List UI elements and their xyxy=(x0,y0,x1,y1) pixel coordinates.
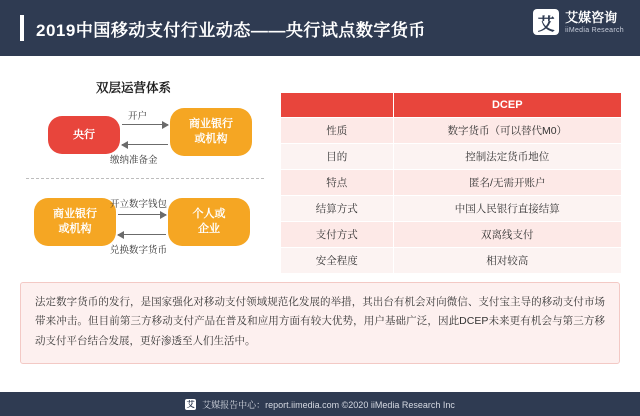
node-commercial-bank-top xyxy=(170,108,252,156)
page-title: 2019中国移动支付行业动态——央行试点数字货币 xyxy=(36,20,426,40)
brand-name-cn: 艾媒咨询 xyxy=(565,9,618,25)
analysis-note: 法定数字货币的发行，是国家强化对移动支付领域规范化发展的举措，其出台有机会对向微信、支付宝主导的移动支付市场带来冲击。但目前第三方移动支付产品在普及和应用方面有较大优势，用户基础广泛，因此DCEP未来更有机会与第三方移动支付平台结合发展，更好渗透至人们生活中。 xyxy=(20,282,620,364)
two-tier-operation-diagram xyxy=(18,78,268,268)
node-individual-enterprise xyxy=(168,198,250,246)
table-cell-value: 双离线支付 xyxy=(393,222,621,248)
arrow-open-account-icon xyxy=(122,124,168,125)
table-cell-label: 支付方式 xyxy=(281,222,394,248)
brand-name-en: iiMedia Research xyxy=(565,26,624,34)
node-individual-line1: 个人或 xyxy=(192,208,226,221)
table-cell-label: 性质 xyxy=(281,118,394,144)
arrow-pay-reserve-icon xyxy=(122,144,168,145)
node-central-bank-label: 央行 xyxy=(73,128,95,141)
table-row xyxy=(281,222,622,248)
brand-text xyxy=(565,11,624,34)
table-row xyxy=(281,144,622,170)
table-cell-value: 数字货币（可以替代M0） xyxy=(393,118,621,144)
node-commercial-bank-bottom-line2: 或机构 xyxy=(58,223,92,235)
brand-mark-icon: 艾 xyxy=(533,9,559,35)
node-central-bank xyxy=(48,116,120,154)
arrow-label-open-account: 开户 xyxy=(128,111,148,122)
table-row xyxy=(281,118,622,144)
dcep-table xyxy=(280,92,622,274)
table-cell-value: 相对较高 xyxy=(393,248,621,274)
arrow-label-exchange: 兑换数字货币 xyxy=(110,245,168,256)
arrow-label-pay-reserve: 缴纳准备金 xyxy=(110,155,158,166)
node-commercial-bank-top-line1: 商业银行 xyxy=(189,118,233,131)
arrow-exchange-icon xyxy=(118,234,166,235)
node-commercial-bank-top-line2: 或机构 xyxy=(194,133,228,145)
node-commercial-bank-bottom-line1: 商业银行 xyxy=(53,208,97,221)
table-row xyxy=(281,248,622,274)
header xyxy=(0,0,640,56)
footer-text: 艾媒报告中心：report.iimedia.com ©2020 iiMedia Research Inc xyxy=(202,399,455,410)
node-commercial-bank-bottom xyxy=(34,198,116,246)
table-cell-label: 特点 xyxy=(281,170,394,196)
table-header-dcep: DCEP xyxy=(393,93,621,118)
header-accent-bar xyxy=(20,15,24,41)
table-cell-value: 中国人民银行直接结算 xyxy=(393,196,621,222)
table-cell-label: 目的 xyxy=(281,144,394,170)
table-cell-value: 控制法定货币地位 xyxy=(393,144,621,170)
table-row xyxy=(281,196,622,222)
table-cell-label: 结算方式 xyxy=(281,196,394,222)
arrow-label-open-wallet: 开立数字钱包 xyxy=(110,199,168,210)
footer xyxy=(0,392,640,416)
table-header-row xyxy=(281,93,622,118)
table-cell-value: 匿名/无需开账户 xyxy=(393,170,621,196)
diagram-divider xyxy=(26,178,264,179)
table-cell-label: 安全程度 xyxy=(281,248,394,274)
table-header-blank xyxy=(281,93,394,118)
brand-logo xyxy=(533,9,624,35)
diagram-title: 双层运营体系 xyxy=(96,81,172,95)
footer-brand-mark-icon: 艾 xyxy=(186,399,195,409)
table-row xyxy=(281,170,622,196)
node-individual-line2: 企业 xyxy=(198,223,220,235)
arrow-open-wallet-icon xyxy=(118,214,166,215)
